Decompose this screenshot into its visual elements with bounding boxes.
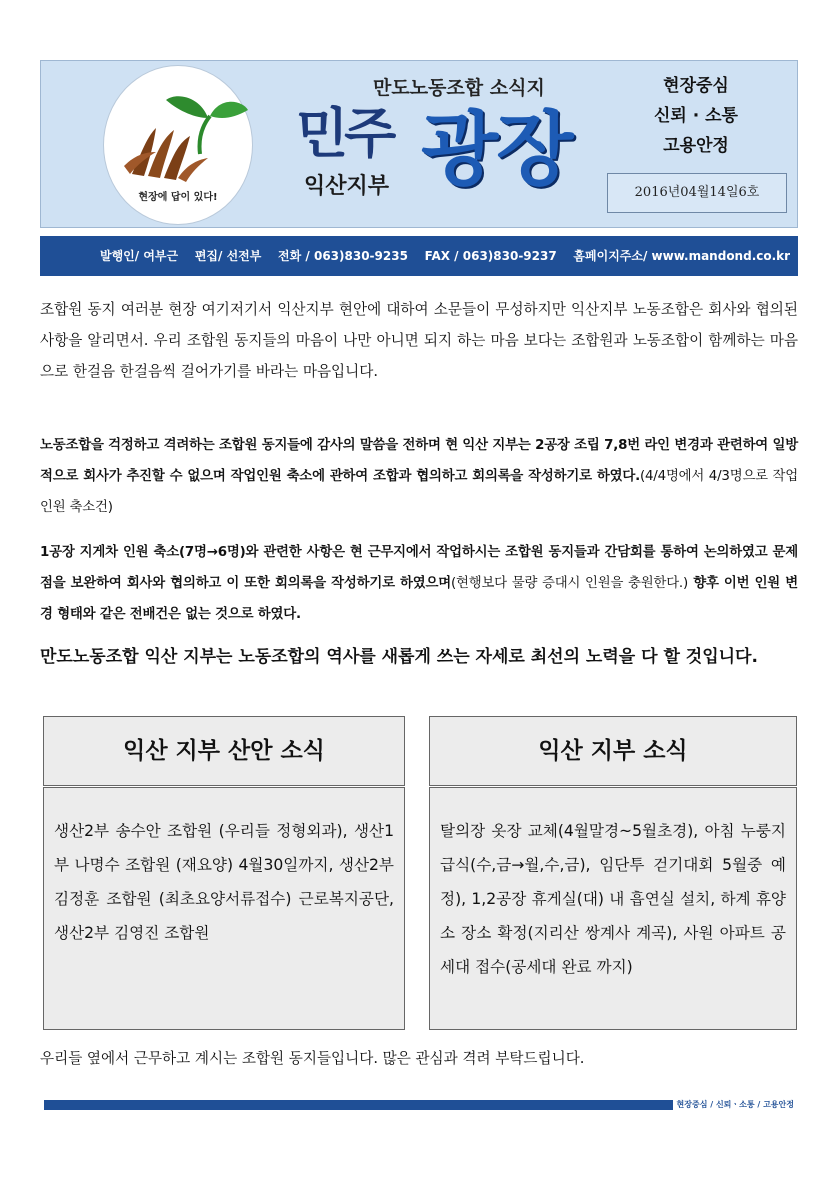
branch-news-body: 탈의장 옷장 교체(4월말경~5월초경), 아침 누룽지 급식(수,금→월,수,금), 임단투 걷기대회 5월중 예정), 1,2공장 휴게실(대) 내 흡연실 설치, 하계 휴양소 장소 확정(지리산 쌍계사 계곡), 사원 아파트 공세대 접수(공세대 완료 까지) — [429, 787, 797, 1030]
commitment-paragraph: 만도노동조합 익산 지부는 노동조합의 역사를 새롭게 쓰는 자세로 최선의 노력을 다 할 것입니다. — [40, 647, 758, 667]
forklift-text: 1공장 지게차 인원 축소(7명→6명)와 관련한 사항은 현 근무지에서 작업하시는 조합원 동지들과 간담회를 통하여 논의하였고 문제점을 보완하여 회사와 협의하고 이 또한 회의록을 작성하기로 하였으며 — [40, 545, 798, 591]
issue-date: 2016년04월14일6호 — [607, 173, 787, 213]
slogan-line: 현장중심 — [663, 76, 729, 96]
footer-slogan: 현장중심 / 신뢰ㆍ소통 / 고용안정 — [673, 1097, 798, 1113]
line-change-note: (4/4명에서 4/3명으로 작업인원 축소건) — [40, 469, 798, 515]
title-part1: 민주 — [296, 102, 393, 165]
intro-paragraph: 조합원 동지 여러분 현장 여기저기서 익산지부 현안에 대하여 소문들이 무성하지만 익산지부 노동조합은 회사와 협의된 사항을 알리면서. 우리 조합원 동지들의 마음이 나만 아니면 되지 하는 마음 보다는 조합원과 노동조합이 함께하는 마음으로 한걸음 한걸음씩 걸어가기를 바라는 마음입니다. — [40, 301, 798, 380]
slogan-line: 고용안정 — [663, 136, 729, 156]
publisher-info: 발행인/ 여부근 편집/ 선전부 전화 / 063)830-9235 FAX / 063)830-9237 홈페이지주소/ www.mandond.co.kr — [100, 249, 791, 263]
branch-news-title: 익산 지부 소식 — [429, 716, 797, 786]
safety-news-body: 생산2부 송수안 조합원 (우리들 정형외과), 생산1부 나명수 조합원 (재요양) 4월30일까지, 생산2부 김정훈 조합원 (최초요양서류접수) 근로복지공단, 생산2부 김영진 조합원 — [43, 787, 405, 1030]
branch-name: 익산지부 — [304, 174, 390, 199]
slogan-line: 신뢰 · 소통 — [654, 106, 738, 126]
logo-caption: 현장에 답이 있다! — [138, 192, 218, 203]
masthead — [40, 60, 798, 228]
closing-line: 우리들 옆에서 근무하고 계시는 조합원 동지들입니다. 많은 관심과 격려 부탁드립니다. — [40, 1050, 585, 1067]
safety-news-title: 익산 지부 산안 소식 — [43, 716, 405, 786]
title-part2: 광장 — [421, 103, 572, 196]
forklift-note: (현행보다 물량 증대시 인원을 충원한다.) — [450, 576, 689, 591]
union-logo — [103, 65, 253, 225]
forklift-text-2: 향후 이번 인원 변경 형태와 같은 전배건은 없는 것으로 하였다. — [40, 576, 798, 622]
newsletter-subtitle: 만도노동조합 소식지 — [373, 77, 545, 99]
line-change-paragraph — [40, 430, 798, 523]
slogan — [631, 71, 761, 161]
forklift-paragraph — [40, 537, 798, 630]
line-change-text: 노동조합을 걱정하고 격려하는 조합원 동지들에 감사의 말씀을 전하며 현 익산 지부는 2공장 조립 7,8번 라인 변경과 관련하여 일방적으로 회사가 추진할 수 없으며 작업인원 축소에 관하여 조합과 협의하고 회의록을 작성하기로 하였다. — [40, 438, 798, 484]
publisher-info-bar — [40, 236, 798, 276]
